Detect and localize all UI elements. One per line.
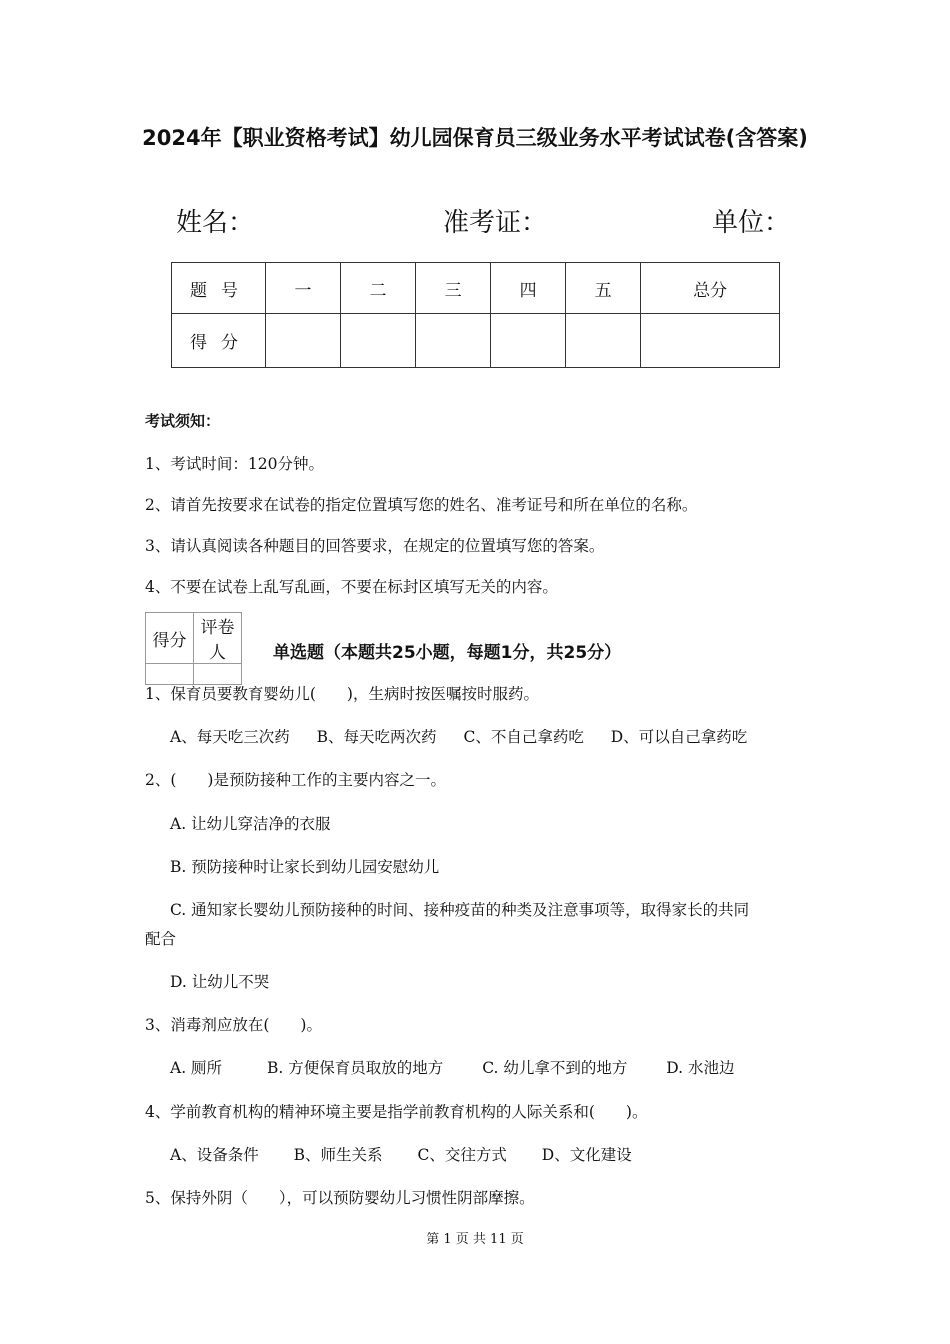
- option[interactable]: D、文化建设: [541, 1146, 632, 1164]
- option[interactable]: A. 厕所: [170, 1059, 223, 1077]
- page-title: 2024年【职业资格考试】幼儿园保育员三级业务水平考试试卷(含答案): [142, 126, 808, 150]
- option[interactable]: D、可以自己拿药吃: [610, 728, 748, 746]
- option[interactable]: C. 通知家长婴幼儿预防接种的时间、接种疫苗的种类及注意事项等，取得家长的共同: [170, 901, 750, 919]
- ticket-label: 准考证：: [443, 208, 548, 238]
- score-header-cell: 五: [566, 263, 641, 314]
- grader-score-label: 得分: [146, 613, 194, 664]
- option[interactable]: B. 方便保育员取放的地方: [267, 1059, 444, 1077]
- option[interactable]: C. 幼儿拿不到的地方: [482, 1059, 628, 1077]
- score-table-header-row: [172, 263, 780, 314]
- score-input-cell[interactable]: [566, 314, 641, 368]
- score-row-label: 得分: [172, 314, 266, 368]
- question-options: [170, 1143, 654, 1165]
- score-header-cell: 一: [266, 263, 341, 314]
- score-header-cell: 三: [416, 263, 491, 314]
- notice-item: 1、考试时间：120分钟。: [145, 455, 324, 473]
- question-stem: 1、保育员要教育婴幼儿( )，生病时按医嘱按时服药。: [145, 685, 539, 703]
- score-input-cell[interactable]: [491, 314, 566, 368]
- option[interactable]: B、每天吃两次药: [316, 728, 437, 746]
- option[interactable]: B. 预防接种时让家长到幼儿园安慰幼儿: [170, 858, 440, 876]
- question-stem: 2、( )是预防接种工作的主要内容之一。: [145, 771, 446, 789]
- notice-item: 2、请首先按要求在试卷的指定位置填写您的姓名、准考证号和所在单位的名称。: [145, 496, 698, 514]
- notice-title: 考试须知：: [145, 412, 221, 430]
- grader-box: [145, 612, 242, 685]
- option[interactable]: D. 水池边: [666, 1059, 735, 1077]
- grader-reviewer-label: 评卷人: [194, 613, 242, 664]
- option[interactable]: A、设备条件: [170, 1146, 259, 1164]
- score-header-cell: 总分: [641, 263, 780, 314]
- option[interactable]: B、师生关系: [293, 1146, 383, 1164]
- score-header-cell: 二: [341, 263, 416, 314]
- section-title: 单选题（本题共25小题，每题1分，共25分）: [273, 643, 622, 663]
- option[interactable]: A. 让幼儿穿洁净的衣服: [170, 815, 331, 833]
- option[interactable]: C、交往方式: [417, 1146, 507, 1164]
- name-label: 姓名：: [176, 208, 255, 238]
- question-options: [170, 1056, 757, 1078]
- question-stem: 4、学前教育机构的精神环境主要是指学前教育机构的人际关系和( )。: [145, 1103, 648, 1121]
- option-continuation: 配合: [145, 930, 177, 948]
- notice-item: 4、不要在试卷上乱写乱画，不要在标封区填写无关的内容。: [145, 578, 558, 596]
- page-footer: 第 1 页 共 11 页: [426, 1232, 524, 1247]
- score-header-cell: 四: [491, 263, 566, 314]
- score-table: [171, 262, 780, 368]
- notice-item: 3、请认真阅读各种题目的回答要求，在规定的位置填写您的答案。: [145, 537, 605, 555]
- option[interactable]: A、每天吃三次药: [170, 728, 290, 746]
- option[interactable]: D. 让幼儿不哭: [170, 973, 270, 991]
- score-header-cell: 题号: [172, 263, 266, 314]
- score-input-cell[interactable]: [266, 314, 341, 368]
- score-input-cell[interactable]: [416, 314, 491, 368]
- question-stem: 5、保持外阴（ ），可以预防婴幼儿习惯性阴部摩擦。: [145, 1189, 535, 1207]
- option[interactable]: C、不自己拿药吃: [463, 728, 584, 746]
- score-input-cell[interactable]: [641, 314, 780, 368]
- score-table-score-row: [172, 314, 780, 368]
- question-options: [170, 725, 769, 747]
- score-input-cell[interactable]: [341, 314, 416, 368]
- question-stem: 3、消毒剂应放在( )。: [145, 1016, 322, 1034]
- unit-label: 单位：: [712, 208, 791, 238]
